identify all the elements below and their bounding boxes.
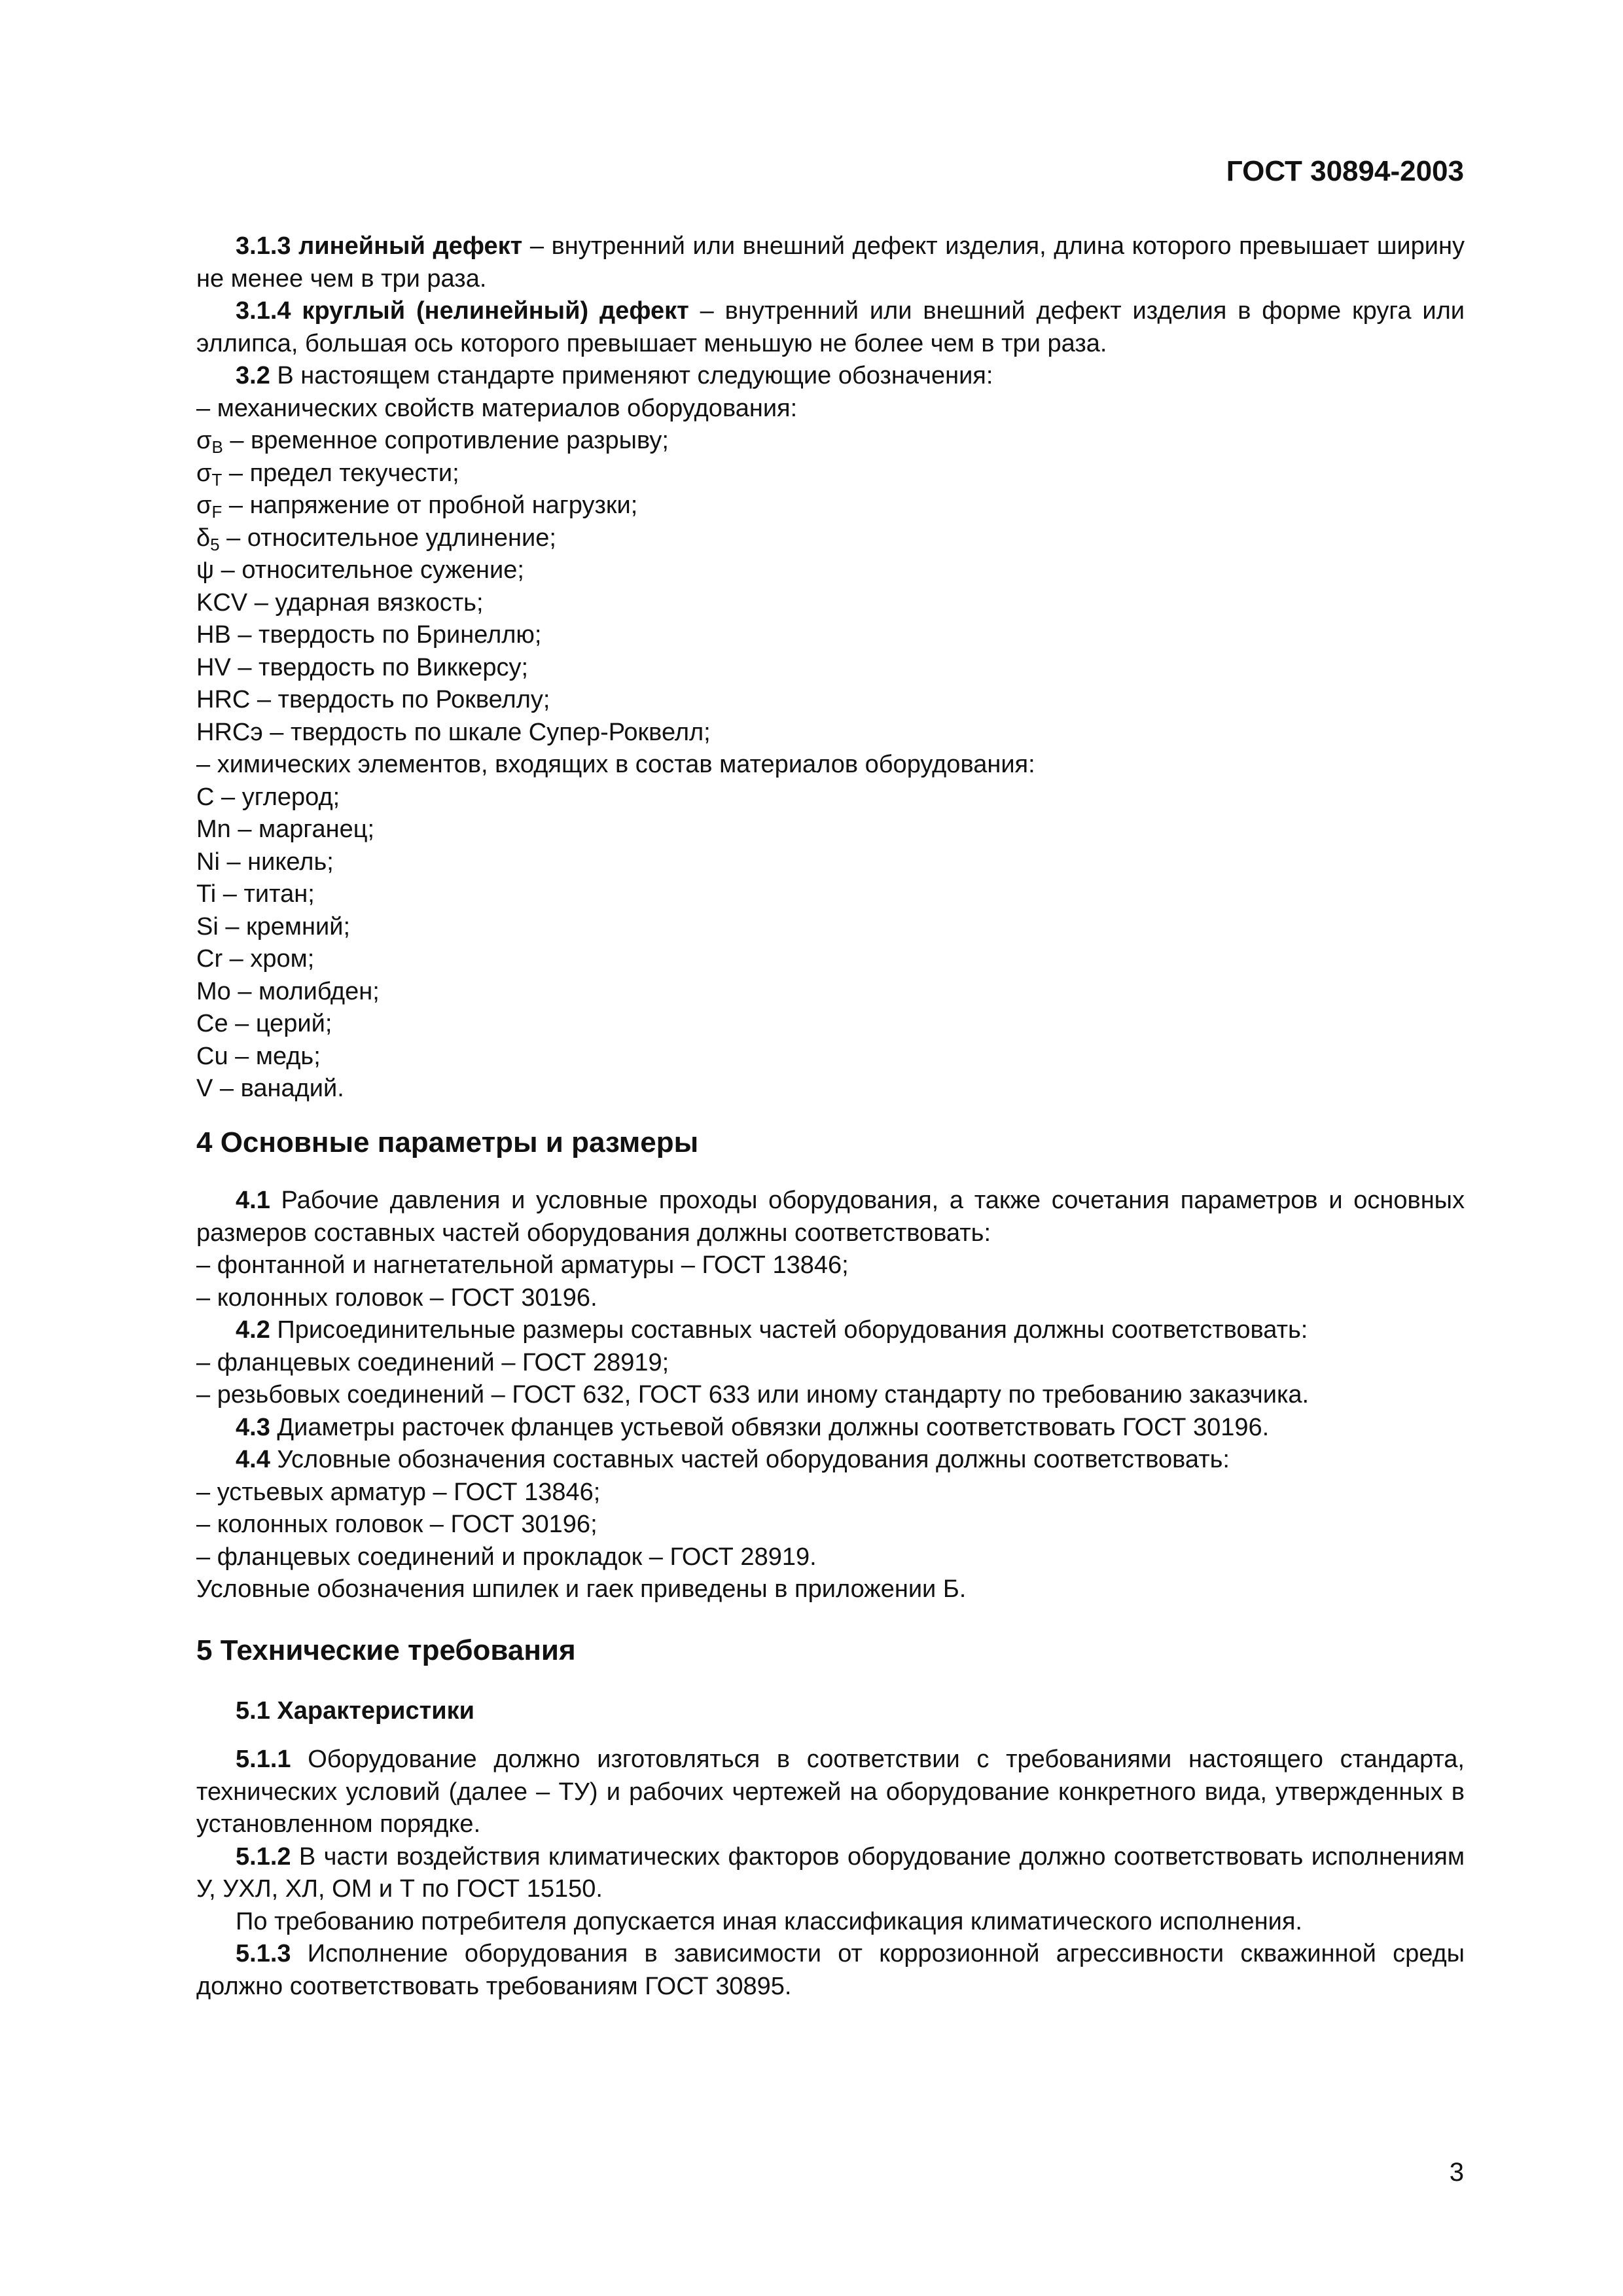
list-item: Ni – никель; <box>196 848 334 876</box>
clause-number: 4.3 <box>236 1413 270 1441</box>
section-4-title: 4 Основные параметры и размеры <box>196 1126 699 1158</box>
list-intro-chemical: – химических элементов, входящих в состав материалов оборудования: <box>196 751 1035 778</box>
clause-text: – внутренний или внешний дефект изделия в форме круга или эллипса, большая ось которого превышает меньшую не более чем в три раза. <box>196 297 1465 357</box>
list-item: – фланцевых соединений и прокладок – ГОСТ 28919. <box>196 1543 817 1571</box>
symbol-desc: – напряжение от пробной нагрузки; <box>222 492 638 519</box>
list-item: C – углерод; <box>196 783 340 811</box>
list-item: Cr – хром; <box>196 945 315 973</box>
clause-text: Диаметры расточек фланцев устьевой обвязки должны соответствовать ГОСТ 30196. <box>270 1413 1270 1441</box>
section-3-block <box>196 230 1465 1105</box>
clause-number: 4.1 <box>236 1187 270 1214</box>
symbol: σ <box>196 427 212 454</box>
symbol-desc: – временное сопротивление разрыву; <box>223 427 669 454</box>
clause-text: Исполнение оборудования в зависимости от коррозионной агрессивности скважинной среды должно соответствовать требованиям ГОСТ 30895. <box>196 1940 1465 2000</box>
clause-number: 5.1.3 <box>236 1940 291 1967</box>
clause-number: 3.1.4 <box>236 297 291 325</box>
clause-number: 3.1.3 <box>236 232 291 260</box>
clause-5-1-2 <box>196 1841 1465 1906</box>
list-item: – фонтанной и нагнетательной арматуры – ГОСТ 13846; <box>196 1251 849 1279</box>
list-item: – колонных головок – ГОСТ 30196; <box>196 1511 597 1538</box>
clause-3-2 <box>196 360 1465 393</box>
clause-3-1-4 <box>196 295 1465 360</box>
list-item: Mo – молибден; <box>196 977 380 1005</box>
subscript: Т <box>211 469 223 490</box>
symbol-sigma-f <box>196 490 1465 522</box>
clause-text: В настоящем стандарте применяют следующие обозначения: <box>270 362 993 389</box>
list-item: – фланцевых соединений – ГОСТ 28919; <box>196 1348 669 1376</box>
list-item: HB – твердость по Бринеллю; <box>196 621 542 649</box>
symbol: σ <box>196 492 212 519</box>
clause-text: Присоединительные размеры составных частей оборудования должны соответствовать: <box>270 1316 1308 1344</box>
list-item: Si – кремний; <box>196 912 351 941</box>
subsection-5-1-title: 5.1 Характеристики <box>236 1697 475 1725</box>
list-item: – резьбовых соединений – ГОСТ 632, ГОСТ 633 или иному стандарту по требованию заказчика. <box>196 1381 1310 1408</box>
clause-3-1-3 <box>196 230 1465 295</box>
clause-text: Рабочие давления и условные проходы оборудования, а также сочетания параметров и основных размеров составных частей оборудования должны соответствовать: <box>196 1187 1465 1247</box>
section-5-block <box>196 1744 1465 2003</box>
clause-5-1-1 <box>196 1744 1465 1841</box>
document-number: ГОСТ 30894-2003 <box>1226 155 1464 187</box>
clause-5-1-2-extra: По требованию потребителя допускается иная классификация климатического исполнения. <box>236 1907 1302 1935</box>
list-item: HRCэ – твердость по шкале Супер-Роквелл; <box>196 718 711 746</box>
clause-number: 5.1.2 <box>236 1842 291 1871</box>
subscript: В <box>211 437 223 457</box>
clause-number: 5.1.1 <box>236 1746 291 1773</box>
list-item: HV – твердость по Виккерсу; <box>196 653 529 681</box>
symbol: δ <box>196 524 211 552</box>
clause-number: 4.4 <box>236 1446 270 1473</box>
subscript: 5 <box>210 534 220 554</box>
symbol-sigma-t <box>196 457 1465 490</box>
clause-number: 3.2 <box>236 362 270 389</box>
term: круглый (нелинейный) дефект <box>302 297 689 325</box>
section-5-title: 5 Технические требования <box>196 1634 576 1666</box>
list-item: KCV – ударная вязкость; <box>196 588 484 617</box>
clause-4-4 <box>196 1444 1465 1477</box>
clause-number: 4.2 <box>236 1316 270 1344</box>
list-item: ψ – относительное сужение; <box>196 556 524 584</box>
list-item: – колонных головок – ГОСТ 30196. <box>196 1283 597 1312</box>
list-item: V – ванадий. <box>196 1075 344 1102</box>
note: Условные обозначения шпилек и гаек приведены в приложении Б. <box>196 1575 967 1603</box>
list-item: Cu – медь; <box>196 1042 321 1070</box>
subscript: F <box>211 502 223 522</box>
page-number: 3 <box>1449 2158 1464 2187</box>
symbol: σ <box>196 459 212 487</box>
list-item: HRC – твердость по Роквеллу; <box>196 686 550 713</box>
clause-4-1 <box>196 1185 1465 1249</box>
list-item: Mn – марганец; <box>196 816 375 843</box>
clause-4-2 <box>196 1314 1465 1347</box>
symbol-desc: – относительное удлинение; <box>219 524 556 552</box>
list-item: Ce – церий; <box>196 1010 332 1037</box>
clause-text: Условные обозначения составных частей оборудования должны соответствовать: <box>270 1446 1230 1473</box>
symbol-desc: – предел текучести; <box>222 459 459 487</box>
list-item: – устьевых арматур – ГОСТ 13846; <box>196 1478 601 1506</box>
section-4-block <box>196 1185 1465 1606</box>
clause-text: В части воздействия климатических факторов оборудование должно соответствовать исполнениям У, УХЛ, ХЛ, ОМ и Т по ГОСТ 15150. <box>196 1842 1465 1903</box>
clause-4-3 <box>196 1412 1465 1444</box>
list-item: Ti – титан; <box>196 880 315 908</box>
symbol-delta-5 <box>196 522 1465 555</box>
clause-text: Оборудование должно изготовляться в соответствии с требованиями настоящего стандарта, технических условий (далее – ТУ) и рабочих чертежей на оборудование конкретного вида, утвержденных в установленном порядке. <box>196 1746 1465 1838</box>
symbol-sigma-b <box>196 425 1465 457</box>
list-intro-mechanical: – механических свойств материалов оборудования: <box>196 394 798 422</box>
term: линейный дефект <box>298 232 523 260</box>
clause-text: – внутренний или внешний дефект изделия, длина которого превышает ширину не менее чем в три раза. <box>196 232 1465 293</box>
clause-5-1-3 <box>196 1938 1465 2003</box>
